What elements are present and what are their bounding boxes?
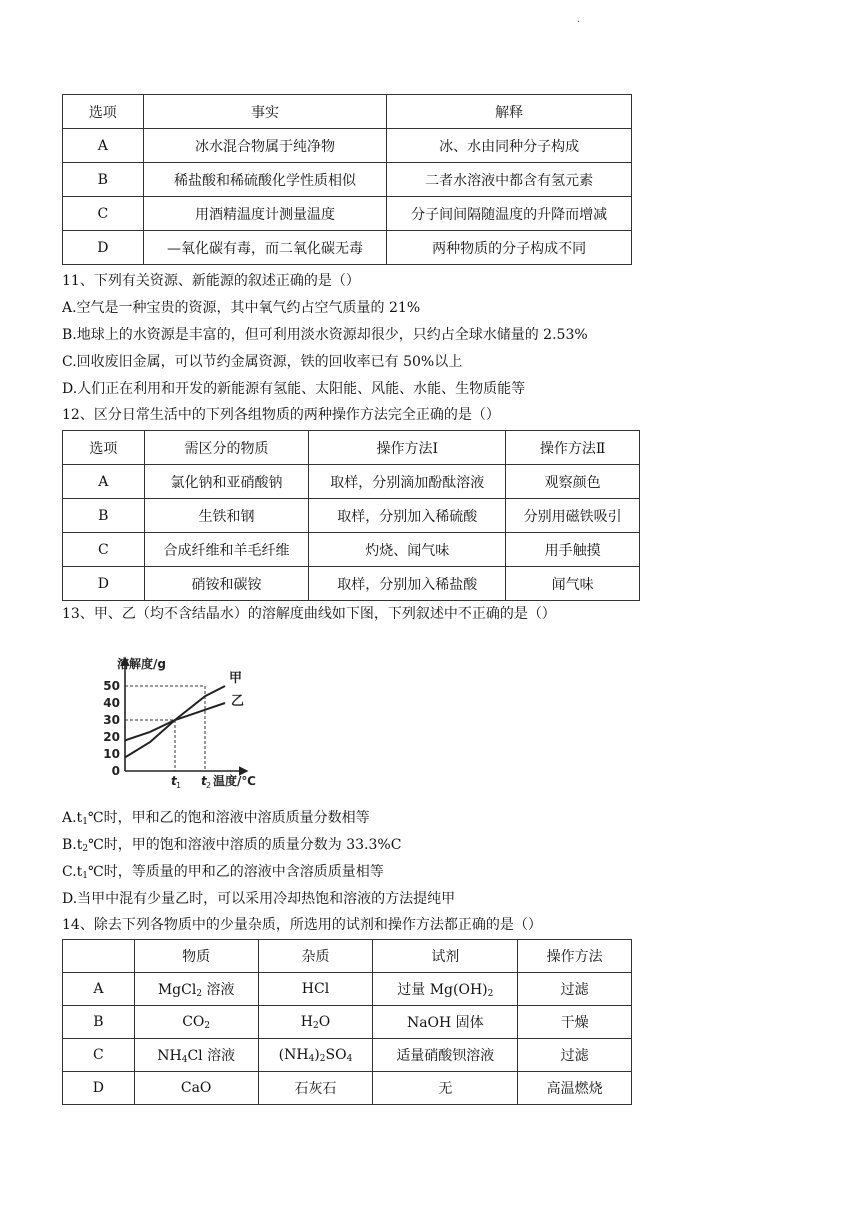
table-cell: C <box>63 533 145 567</box>
table-cell: 稀盐酸和稀硫酸化学性质相似 <box>143 163 387 197</box>
table-header-cell: 操作方法Ⅱ <box>506 431 640 465</box>
question-11-option-b: B.地球上的水资源是丰富的，但可利用淡水资源却很少，只约占全球水储量的 2.53% <box>62 327 588 343</box>
subscript: 2 <box>312 1020 319 1031</box>
table-cell: 闻气味 <box>506 567 640 601</box>
subscript: 2 <box>82 844 89 854</box>
question-11-option-a: A.空气是一种宝贵的资源，其中氧气约占空气质量的 21% <box>62 300 421 316</box>
table-cell: NaOH 固体 <box>373 1006 518 1039</box>
table-header-cell: 操作方法Ⅰ <box>309 431 506 465</box>
table-cell: A <box>63 973 135 1006</box>
table-cell: 二者水溶液中都含有氢元素 <box>387 163 632 197</box>
table-cell <box>134 1006 258 1039</box>
table-cell: 用手触摸 <box>506 533 640 567</box>
table-cell: C <box>63 1039 135 1072</box>
table-header-cell: 杂质 <box>258 940 373 973</box>
table-cell: 高温燃烧 <box>518 1072 632 1105</box>
table-cell: A <box>63 465 145 499</box>
formula-text: O <box>318 1013 331 1030</box>
x-axis-label: 温度/℃ <box>213 774 256 788</box>
table-row <box>63 231 632 265</box>
table-cell: 合成纤维和羊毛纤维 <box>144 533 309 567</box>
table-row <box>63 1006 632 1039</box>
formula-text: 过量 Mg(OH) <box>397 982 488 998</box>
table-row <box>63 533 640 567</box>
table-header-cell: 事实 <box>143 95 387 129</box>
table-row <box>63 973 632 1006</box>
question-13-stem: 13、甲、乙（均不含结晶水）的溶解度曲线如下图，下列叙述中不正确的是（） <box>62 606 556 622</box>
table-header-row <box>63 431 640 465</box>
page-mark: . <box>577 14 581 25</box>
formula-text: Cl 溶液 <box>187 1048 236 1064</box>
table-cell: 适量硝酸钡溶液 <box>373 1039 518 1072</box>
question-13-option-c <box>62 862 384 886</box>
formula-text: ) <box>314 1046 320 1063</box>
table-row <box>63 465 640 499</box>
y-tick-label: 50 <box>103 679 120 693</box>
table-cell: —氧化碳有毒，而二氧化碳无毒 <box>143 231 387 265</box>
table-cell: A <box>63 129 144 163</box>
impurity-table <box>62 939 632 1105</box>
table-cell: 石灰石 <box>258 1072 373 1105</box>
series-label-yi: 乙 <box>231 694 245 709</box>
table-cell: D <box>63 1072 135 1105</box>
table-cell: 分别用磁铁吸引 <box>506 499 640 533</box>
option-prefix: B.t <box>62 837 83 853</box>
question-11-option-c: C.回收废旧金属，可以节约金属资源，铁的回收率已有 50%以上 <box>62 354 463 370</box>
formula-text: (NH <box>278 1046 309 1063</box>
table-row <box>63 1039 632 1072</box>
distinguish-table <box>62 430 640 601</box>
table-row <box>63 567 640 601</box>
table-row <box>63 129 632 163</box>
table-cell <box>134 1039 258 1072</box>
table-header-row <box>63 940 632 973</box>
question-13-option-b <box>62 835 401 859</box>
table-cell: 冰水混合物属于纯净物 <box>143 129 387 163</box>
table-cell: 用酒精温度计测量温度 <box>143 197 387 231</box>
x-tick-label: t <box>201 774 207 788</box>
table-cell: 分子间间隔随温度的升降而增减 <box>387 197 632 231</box>
formula-text: NH <box>157 1048 182 1064</box>
y-axis-label: 溶解度/g <box>117 657 166 671</box>
y-tick-label: 30 <box>103 713 120 727</box>
table-cell: 取样，分别加入稀盐酸 <box>309 567 506 601</box>
table-cell: 观察颜色 <box>506 465 640 499</box>
table-cell: 干燥 <box>518 1006 632 1039</box>
formula-text: 溶液 <box>202 982 235 998</box>
table-cell: 冰、水由同种分子构成 <box>387 129 632 163</box>
table-header-cell: 解释 <box>387 95 632 129</box>
table-cell <box>373 973 518 1006</box>
table-cell: 两种物质的分子构成不同 <box>387 231 632 265</box>
y-tick-label: 0 <box>111 764 120 778</box>
table-header-cell: 试剂 <box>373 940 518 973</box>
formula-text: H <box>300 1013 313 1030</box>
subscript: 1 <box>82 871 89 881</box>
question-11-option-d: D.人们正在利用和开发的新能源有氢能、太阳能、风能、水能、生物质能等 <box>62 381 526 397</box>
y-tick-label: 40 <box>103 696 120 710</box>
question-13-option-a <box>62 808 370 832</box>
series-label-jia: 甲 <box>229 671 243 686</box>
table-cell: B <box>63 499 145 533</box>
table-header-cell: 选项 <box>63 95 144 129</box>
table-cell: 生铁和钢 <box>144 499 309 533</box>
table-cell: 无 <box>373 1072 518 1105</box>
option-text: ℃时，甲的饱和溶液中溶质的质量分数为 33.3%C <box>88 837 402 853</box>
formula-text: SO <box>325 1046 347 1063</box>
table-header-row <box>63 95 632 129</box>
table-cell: 过滤 <box>518 973 632 1006</box>
table-row <box>63 499 640 533</box>
subscript: 4 <box>181 1055 188 1065</box>
table-header-cell: 操作方法 <box>518 940 632 973</box>
table-cell: HCl <box>258 973 373 1006</box>
table-cell: D <box>63 231 144 265</box>
option-text: ℃时，等质量的甲和乙的溶液中含溶质质量相等 <box>88 864 384 880</box>
question-11-stem: 11、下列有关资源、新能源的叙述正确的是（） <box>62 273 360 289</box>
table-row <box>63 1072 632 1105</box>
question-12-stem: 12、区分日常生活中的下列各组物质的两种操作方法完全正确的是（） <box>62 407 500 423</box>
table-cell: C <box>63 197 144 231</box>
subscript: 2 <box>196 989 203 999</box>
solubility-chart <box>95 650 270 792</box>
option-prefix: A.t <box>62 810 83 826</box>
option-prefix: C.t <box>62 864 83 880</box>
table-cell <box>258 1039 373 1072</box>
question-14-stem: 14、除去下列各物质中的少量杂质，所选用的试剂和操作方法都正确的是（） <box>62 917 542 933</box>
subscript: 4 <box>308 1053 315 1064</box>
subscript: 4 <box>346 1053 353 1064</box>
table-cell: B <box>63 163 144 197</box>
table-row <box>63 163 632 197</box>
formula-text: CO <box>182 1013 205 1030</box>
table-header-cell: 需区分的物质 <box>144 431 309 465</box>
question-13-option-d: D.当甲中混有少量乙时，可以采用冷却热饱和溶液的方法提纯甲 <box>62 891 456 907</box>
x-tick-subscript: 1 <box>176 781 182 790</box>
table-cell: 过滤 <box>518 1039 632 1072</box>
table-cell <box>258 1006 373 1039</box>
x-tick-label: t <box>171 774 177 788</box>
option-text: ℃时，甲和乙的饱和溶液中溶质质量分数相等 <box>87 810 370 826</box>
table-header-cell: 物质 <box>134 940 258 973</box>
table-cell: D <box>63 567 145 601</box>
x-tick-subscript: 2 <box>206 781 212 790</box>
subscript: 2 <box>487 989 494 999</box>
table-header-cell <box>63 940 135 973</box>
table-row <box>63 197 632 231</box>
table-cell: 氯化钠和亚硝酸钠 <box>144 465 309 499</box>
y-tick-label: 20 <box>103 730 120 744</box>
formula-text: MgCl <box>157 982 197 998</box>
table-header-cell: 选项 <box>63 431 145 465</box>
subscript: 2 <box>204 1020 211 1031</box>
y-tick-label: 10 <box>103 747 120 761</box>
table-cell <box>134 973 258 1006</box>
facts-table <box>62 94 632 265</box>
table-cell: 硝铵和碳铵 <box>144 567 309 601</box>
subscript: 1 <box>82 817 88 827</box>
table-cell: CaO <box>134 1072 258 1105</box>
table-cell: 取样，分别加入稀硫酸 <box>309 499 506 533</box>
table-cell: 灼烧、闻气味 <box>309 533 506 567</box>
table-cell: B <box>63 1006 135 1039</box>
table-cell: 取样，分别滴加酚酞溶液 <box>309 465 506 499</box>
subscript: 2 <box>319 1053 326 1064</box>
